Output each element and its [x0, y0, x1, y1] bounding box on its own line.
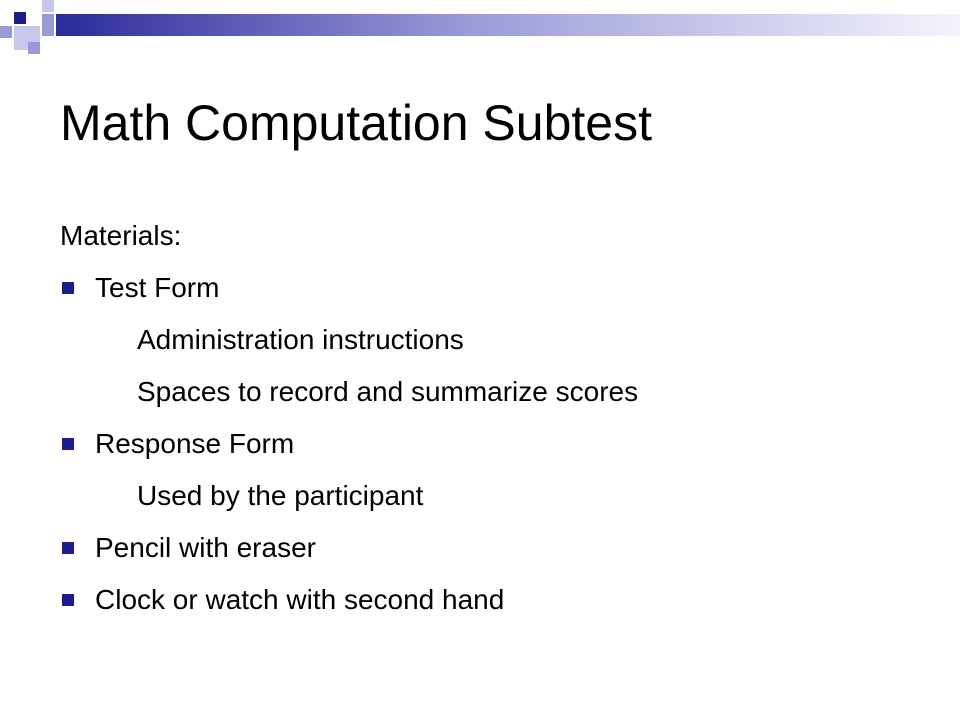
- bullet-text: Pencil with eraser: [95, 532, 316, 563]
- bullet-item: [60, 418, 920, 470]
- bullet-item: [60, 522, 920, 574]
- bullet-item: [60, 574, 920, 626]
- square-bullet-icon: [62, 438, 74, 450]
- sub-text: Used by the participant: [137, 480, 424, 511]
- square-bullet-icon: [62, 594, 74, 606]
- bullet-item: [60, 262, 920, 314]
- sub-text: Administration instructions: [137, 324, 464, 355]
- sub-item: [60, 366, 920, 418]
- slide-title: Math Computation Subtest: [60, 95, 652, 151]
- deco-square-navy: [14, 12, 26, 24]
- deco-square-periwinkle-left: [0, 26, 12, 38]
- bullet-text: Test Form: [95, 272, 220, 303]
- square-bullet-icon: [62, 542, 74, 554]
- bullet-text: Clock or watch with second hand: [95, 584, 505, 615]
- header-decoration: [0, 0, 960, 60]
- sub-item: [60, 470, 920, 522]
- deco-square-periwinkle-bottom: [28, 42, 40, 54]
- materials-heading: Materials:: [60, 220, 182, 251]
- header-gradient-band: [56, 14, 960, 36]
- deco-square-lavender-top: [42, 0, 54, 12]
- sub-text: Spaces to record and summarize scores: [137, 376, 639, 407]
- sub-item: [60, 314, 920, 366]
- slide-content: [60, 210, 920, 626]
- bullet-text: Response Form: [95, 428, 295, 459]
- materials-list: [60, 262, 920, 626]
- square-bullet-icon: [62, 282, 74, 294]
- deco-square-periwinkle-right: [42, 14, 54, 36]
